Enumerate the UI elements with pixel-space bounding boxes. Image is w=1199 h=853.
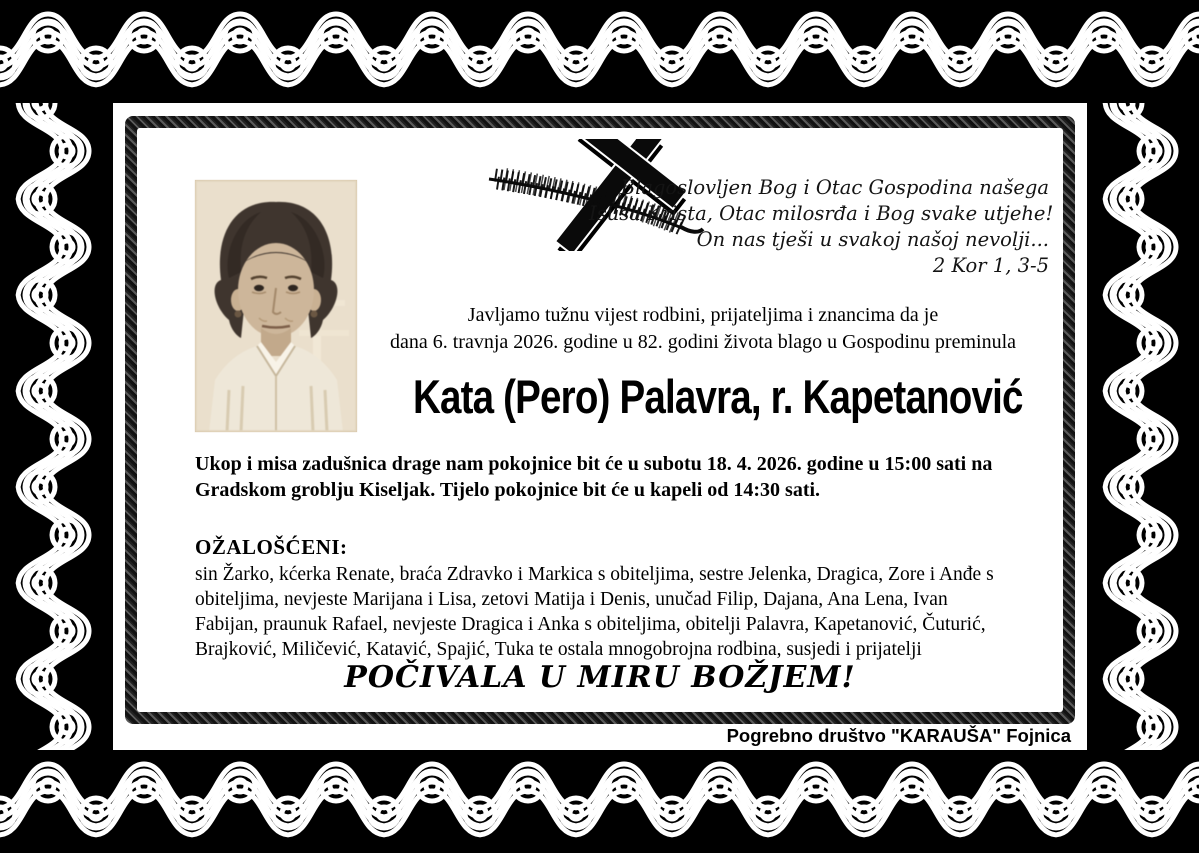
obituary-card bbox=[113, 103, 1087, 750]
death-announcement bbox=[353, 302, 1053, 356]
decorative-knot-border-bottom bbox=[0, 750, 1199, 853]
deceased-portrait-photo bbox=[195, 180, 357, 432]
closing-phrase: POČIVALA U MIRU BOŽJEM! bbox=[344, 660, 856, 695]
quote-line: On nas tješi u svakoj našoj nevolji... bbox=[696, 228, 1049, 251]
deceased-name: Kata (Pero) Palavra, r. Kapetanović bbox=[413, 370, 1023, 423]
decorative-knot-border-right bbox=[1087, 103, 1199, 750]
quote-citation: 2 Kor 1, 3-5 bbox=[932, 254, 1049, 277]
quote-line: Isusa Krista, Otac milosrđa i Bog svake utjehe! bbox=[589, 202, 1054, 225]
announcement-line-2: dana 6. travnja 2026. godine u 82. godini života blago u Gospodinu preminula bbox=[390, 331, 1016, 353]
decorative-knot-border-top bbox=[0, 0, 1199, 103]
announcement-line-1: Javljamo tužnu vijest rodbini, prijateljima i znancima da je bbox=[467, 304, 939, 326]
funeral-home-credit: Pogrebno društvo "KARAUŠA" Fojnica bbox=[726, 725, 1071, 746]
mourners-heading: OŽALOŠĆENI: bbox=[195, 535, 348, 559]
quote-line: Blagoslovljen Bog i Otac Gospodina našega bbox=[620, 176, 1049, 199]
portrait-illustration bbox=[195, 180, 357, 432]
scripture-quote bbox=[589, 175, 1054, 279]
mourners-list: sin Žarko, kćerka Renate, braća Zdravko i Markica s obiteljima, sestre Jelenka, Dragica, Zore i Anđe s obiteljima, nevjeste Marijana i Lisa, zetovi Matija i Denis, unučad Filip, Dajana, Ana Lena, Ivan Fabijan, praunuk Rafael, nevjeste Dragica i Anka s obiteljima, obitelji Palavra, Kapetanović, Čuturić, Brajković, Miličević, Katavić, Spajić, Tuka te ostala mnogobrojna rodbina, susjedi i prijatelji bbox=[195, 564, 994, 660]
funeral-details: Ukop i misa zadušnica drage nam pokojnice bit će u subotu 18. 4. 2026. godine u 15:00 sati na Gradskom groblju Kiseljak. Tijelo pokojnice bit će u kapeli od 14:30 sati. bbox=[195, 453, 993, 501]
decorative-knot-border-left bbox=[0, 103, 113, 750]
